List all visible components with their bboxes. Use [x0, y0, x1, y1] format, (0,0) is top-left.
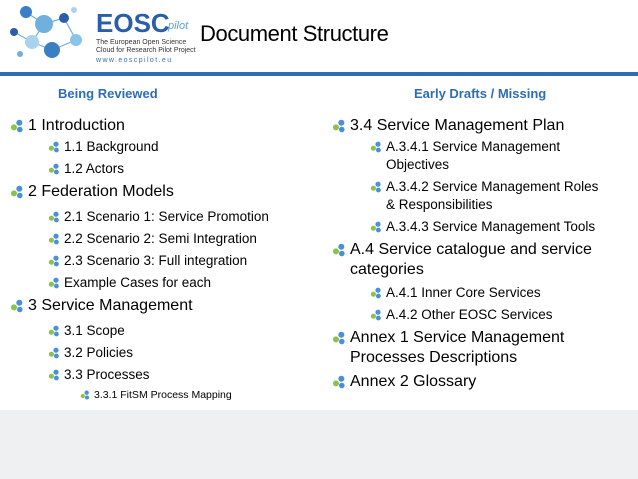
bullet-icon: [370, 309, 382, 321]
bullet-icon: [10, 299, 24, 313]
bullet-icon: [370, 221, 382, 233]
left-outline-item-level-1: [10, 116, 310, 136]
outline-item-label: A.3.4.1 Service Management Objectives: [386, 139, 561, 172]
outline-item-label: A.3.4.2 Service Management Roles & Responsibilities: [386, 179, 599, 212]
right-outline-item-level-2: [370, 284, 602, 302]
outline-item-label: 2 Federation Models: [28, 183, 174, 200]
right-column-heading: Early Drafts / Missing: [414, 86, 547, 101]
bullet-icon: [48, 211, 60, 223]
right-outline-item-level-2: [370, 218, 602, 236]
bullet-icon: [48, 369, 60, 381]
eosc-pilot-logo: [4, 2, 204, 66]
outline-item-label: Annex 1 Service Management Processes Descriptions: [350, 329, 565, 366]
outline-item-label: Example Cases for each: [64, 275, 212, 290]
logo-wordmark: EOSC: [96, 8, 170, 38]
left-outline-item-level-2: [48, 230, 310, 248]
left-outline-item-level-2: [48, 274, 310, 292]
outline-item-label: A.4.2 Other EOSC Services: [386, 307, 553, 322]
outline-item-label: 3.3 Processes: [64, 367, 150, 382]
outline-item-label: 3.1 Scope: [64, 323, 125, 338]
left-column-heading: Being Reviewed: [58, 86, 158, 101]
left-outline-item-level-2: [48, 208, 310, 226]
left-outline-item-level-2: [48, 160, 310, 178]
bullet-icon: [48, 347, 60, 359]
logo-tagline: The European Open Science Cloud for Research Pilot Project: [96, 39, 196, 54]
left-outline-item-level-1: [10, 182, 310, 202]
right-outline-item-level-2: [370, 306, 602, 324]
right-outline-item-level-2: [370, 138, 602, 174]
bullet-icon: [48, 233, 60, 245]
right-outline-item-level-1: [332, 328, 602, 368]
outline-item-label: 2.3 Scenario 3: Full integration: [64, 253, 248, 268]
bullet-icon: [370, 141, 382, 153]
left-outline-item-level-2: [48, 252, 310, 270]
bullet-icon: [80, 390, 90, 400]
right-outline-item-level-1: [332, 372, 602, 392]
right-outline-item-level-1: [332, 116, 602, 136]
left-outline-item-level-2: [48, 322, 310, 340]
outline-item-label: 1.2 Actors: [64, 161, 125, 176]
outline-item-label: A.4.1 Inner Core Services: [386, 285, 541, 300]
logo-url: www.eoscpilot.eu: [96, 57, 173, 64]
bullet-icon: [48, 277, 60, 289]
outline-item-label: 2.1 Scenario 1: Service Promotion: [64, 209, 269, 224]
left-outline-item-level-2: [48, 366, 310, 384]
page-title: Document Structure: [200, 21, 389, 46]
outline-item-label: 3.4 Service Management Plan: [350, 117, 565, 134]
logo-molecule-icon: [4, 2, 94, 64]
outline-item-label: 2.2 Scenario 2: Semi Integration: [64, 231, 257, 246]
left-outline-item-level-2: [48, 344, 310, 362]
bullet-icon: [48, 141, 60, 153]
bullet-icon: [10, 119, 24, 133]
left-outline-item-level-3: [80, 388, 310, 402]
outline-item-label: 3.3.1 FitSM Process Mapping: [94, 389, 232, 401]
outline-item-label: Annex 2 Glossary: [350, 373, 477, 390]
outline-item-label: 1 Introduction: [28, 117, 125, 134]
right-outline-item-level-2: [370, 178, 602, 214]
bullet-icon: [332, 243, 346, 257]
right-outline-item-level-1: [332, 240, 602, 280]
outline-item-label: 1.1 Background: [64, 139, 159, 154]
logo-suffix: pilot: [168, 20, 189, 32]
bullet-icon: [48, 163, 60, 175]
bullet-icon: [370, 287, 382, 299]
outline-item-label: A.3.4.3 Service Management Tools: [386, 219, 596, 234]
outline-item-label: A.4 Service catalogue and service categories: [350, 241, 592, 278]
bullet-icon: [48, 255, 60, 267]
left-outline-item-level-2: [48, 138, 310, 156]
bullet-icon: [10, 185, 24, 199]
bullet-icon: [370, 181, 382, 193]
bullet-icon: [332, 119, 346, 133]
outline-item-label: 3 Service Management: [28, 297, 193, 314]
left-outline-item-level-1: [10, 296, 310, 316]
outline-item-label: 3.2 Policies: [64, 345, 134, 360]
bullet-icon: [332, 375, 346, 389]
footer-band: [0, 410, 638, 479]
bullet-icon: [332, 331, 346, 345]
bullet-icon: [48, 325, 60, 337]
